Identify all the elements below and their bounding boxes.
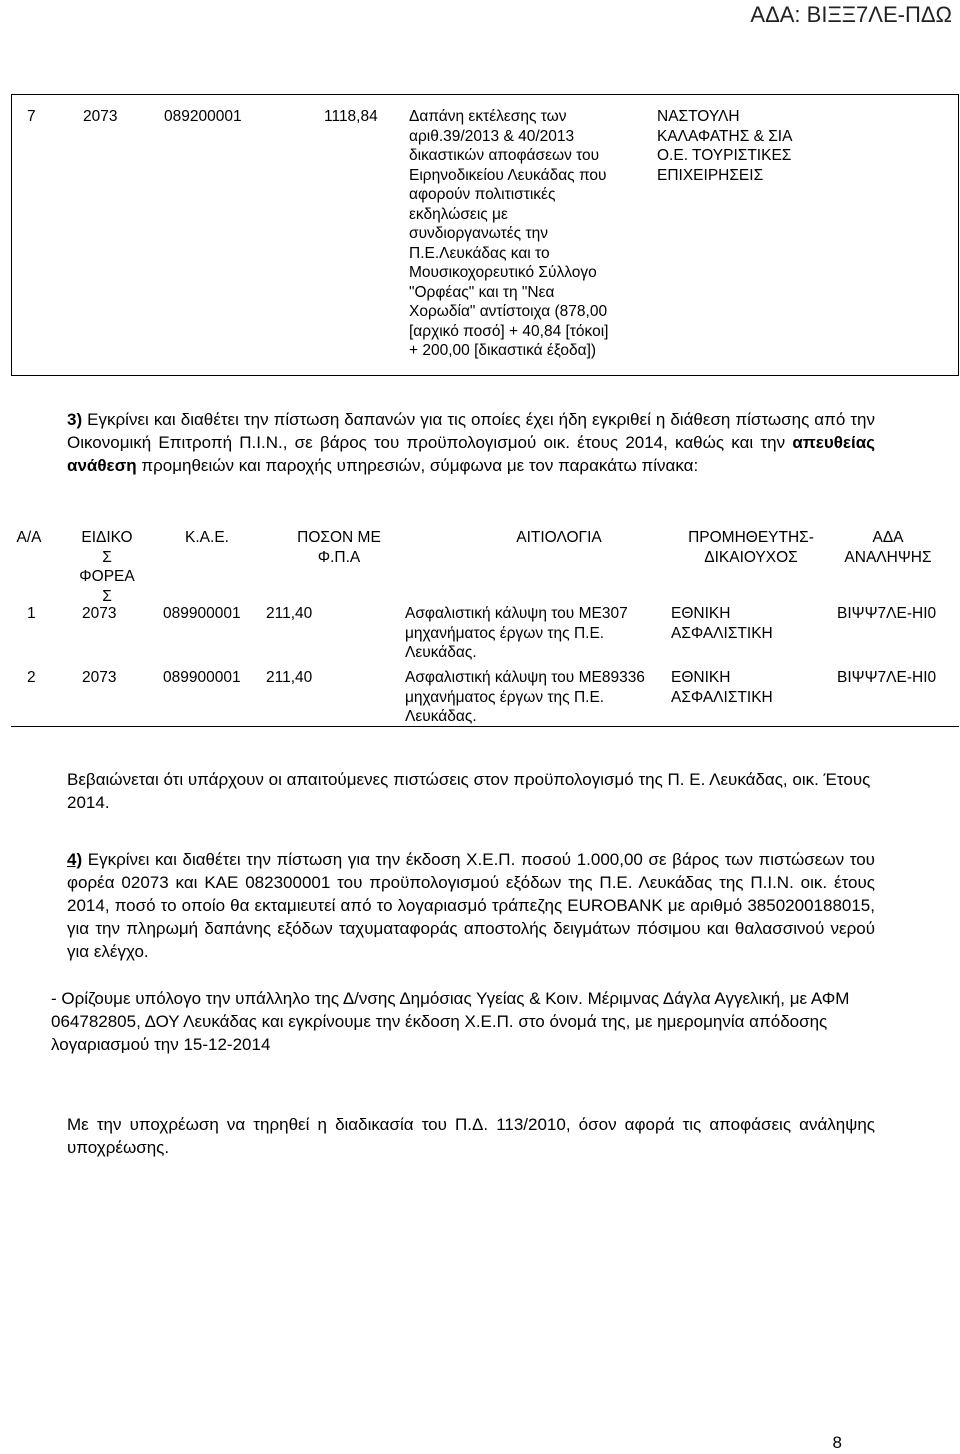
row-kaf: 2073 [82, 669, 117, 686]
certification-text: Βεβαιώνεται ότι υπάρχουν οι απαιτούμενες πιστώσεις στον προϋπολογισμό της Π. Ε. Λευκάδας, οικ. Έτους 2014. [67, 770, 871, 812]
paragraph-3-text-a: Εγκρίνει και διαθέτει την πίστωση δαπανών για τις οποίες έχει ήδη εγκριθεί η διάθεση πίστωσης από την Οικονομική Επιτροπή Π.Ι.Ν., σε βάρος του προϋπολογισμού οικ. έτους 2014, καθώς και την [67, 410, 876, 452]
table-cell-description: Δαπάνη εκτέλεσης των αριθ.39/2013 & 40/2013 δικαστικών αποφάσεων του Ειρηνοδικείου Λευκάδας που αφορούν πολιτιστικές εκδηλώσεις με συνδιοργανωτές την Π.Ε.Λευκάδας και το Μουσικοχορευτικό Σύλλογο "Ορφέας" και τη "Νεα Χορωδία" αντίστοιχα (878,00 [αρχικό ποσό] + 40,84 [τόκοι] + 200,00 [δικαστικά έξοδα]) [409, 108, 609, 359]
definition-text: - Ορίζουμε υπόλογο την υπάλληλο της Δ/νσης Δημόσιας Υγείας & Κοιν. Μέριμνας Δάγλα Αγγελική, με ΑΦΜ 064782805, ΔΟΥ Λευκάδας και εγκρίνουμε την έκδοση Χ.Ε.Π. στο όνομά της, με ημερομηνία απόδοσης λογαριασμού την 15-12-2014 [51, 989, 850, 1054]
header-amount: ΠΟΣΟΝ ΜΕ Φ.Π.Α [297, 529, 381, 566]
paragraph-3-text-b: προμηθειών και παροχής υπηρεσιών, σύμφωνα με τον παρακάτω πίνακα: [141, 456, 699, 475]
final-text: Με την υποχρέωση να τηρηθεί η διαδικασία του Π.Δ. 113/2010, όσον αφορά τις αποφάσεις ανάληψης υποχρέωσης. [67, 1115, 875, 1157]
row-ada: ΒΙΨΨ7ΛΕ-ΗΙ0 [837, 605, 937, 622]
row-amount: 211,40 [266, 605, 313, 622]
paragraph-4-number: 4) [67, 850, 83, 869]
row-ada: ΒΙΨΨ7ΛΕ-ΗΙ0 [837, 669, 937, 686]
header-kaf: ΕΙΔΙΚΟ Σ ΦΟΡΕΑ Σ [79, 529, 135, 605]
ada-header-code: ΑΔΑ: ΒΙΞΞ7ΛΕ-ΠΔΩ [750, 2, 952, 27]
header-reason: ΑΙΤΙΟΛΟΓΙΑ [516, 529, 602, 546]
row-kae: 089900001 [163, 669, 241, 686]
table-cell-kaf: 2073 [83, 108, 118, 125]
table-cell-beneficiary: ΝΑΣΤΟΥΛΗ ΚΑΛΑΦΑΤΗΣ & ΣΙΑ Ο.Ε. ΤΟΥΡΙΣΤΙΚΕΣ ΕΠΙΧΕΙΡΗΣΕΙΣ [657, 108, 793, 184]
header-kae: Κ.Α.Ε. [185, 529, 229, 546]
row-reason: Ασφαλιστική κάλυψη του ΜΕ89336 μηχανήματος έργων της Π.Ε. Λευκάδας. [405, 669, 645, 725]
paragraph-4-text: Εγκρίνει και διαθέτει την πίστωση για την έκδοση Χ.Ε.Π. ποσού 1.000,00 σε βάρος των πιστώσεων του φορέα 02073 και ΚΑΕ 082300001 του προϋπολογισμού εξόδων της Π.Ε. Λευκάδας της Π.Ι.Ν. οικ. έτους 2014, ποσό το οποίο θα εκταμιευτεί από το λογαριασμό τράπεζης EUROBANK με αριθμό 3850200188015, για την πληρωμή δαπάνης εξόδων ταχυματαφοράς αποστολής δειγμάτων πόσιμου και θαλασσινού νερού για ελέγχο. [67, 850, 875, 961]
row-aa: 2 [27, 669, 36, 686]
header-supplier: ΠΡΟΜΗΘΕΥΤΗΣ-ΔΙΚΑΙΟΥΧΟΣ [688, 529, 814, 566]
paragraph-3-bold: απευθείας ανάθεση [67, 433, 876, 475]
expenses-table-1 [11, 94, 959, 376]
table-cell-kae: 089200001 [164, 108, 242, 125]
paragraph-3 [67, 408, 875, 477]
row-kae: 089900001 [163, 605, 241, 622]
header-ada: ΑΔΑ ΑΝΑΛΗΨΗΣ [844, 529, 932, 566]
table-cell-aa: 7 [27, 108, 36, 125]
row-kaf: 2073 [82, 605, 117, 622]
header-aa: Α/Α [16, 529, 42, 546]
row-supplier: ΕΘΝΙΚΗ ΑΣΦΑΛΙΣΤΙΚΗ [671, 605, 773, 642]
page-number: 8 [832, 1433, 842, 1452]
row-reason: Ασφαλιστική κάλυψη του ΜΕ307 μηχανήματος έργων της Π.Ε. Λευκάδας. [405, 605, 628, 661]
row-amount: 211,40 [266, 669, 313, 686]
row-supplier: ΕΘΝΙΚΗ ΑΣΦΑΛΙΣΤΙΚΗ [671, 669, 773, 706]
table-cell-amount: 1118,84 [324, 108, 378, 125]
paragraph-3-number: 3) [67, 410, 83, 429]
row-aa: 1 [27, 605, 36, 622]
table-bottom-border [11, 726, 959, 727]
paragraph-4 [67, 848, 875, 963]
